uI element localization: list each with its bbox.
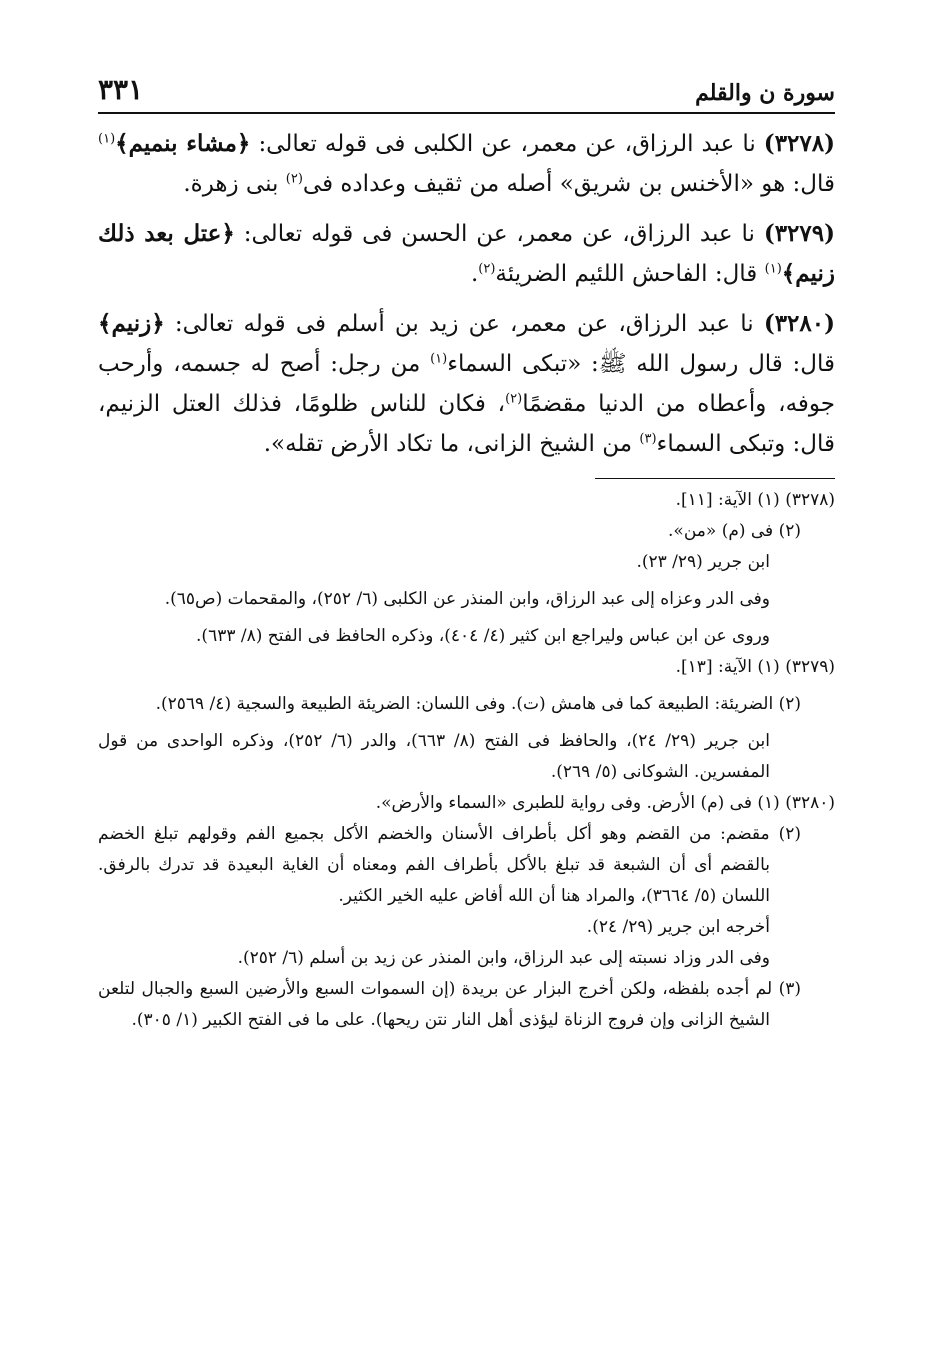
hadith-text: ، فكان للناس ظلومًا، فذلك العتل الزنيم، قال: وتبكى السماء	[98, 391, 835, 457]
page-number: ٣٣١	[98, 73, 144, 106]
footnote-3280-5: (٣) لم أجده بلفظه، ولكن أخرج البزار عن بريدة (إن السموات السبع والأرضين السبع والجبال لتلعن الشيخ الزانى وإن فروج الزناة ليؤذى أهل النار نتن ريحها). على ما فى الفتح الكبير (١/ ٣٠٥).	[98, 979, 801, 1030]
running-header	[98, 70, 835, 114]
footnote-ref: (٢)	[478, 261, 496, 277]
hadith-text: من الشيخ الزانى، ما تكاد الأرض تقله».	[263, 431, 633, 457]
footnote-3278-4: وفى الدر وعزاه إلى عبد الرزاق، وابن المنذر عن الكلبى (٦/ ٢٥٢)، والمقحمات (ص٦٥).	[164, 589, 770, 609]
hadith-3279	[98, 214, 835, 294]
hadith-text: من رجل: أصح له جسمه، وأرحب جوفه، وأعطاه من الدنيا مقضمًا	[98, 351, 835, 417]
footnote-3278-3: ابن جرير (٢٩/ ٢٣).	[636, 552, 770, 572]
hadith-number: (٣٢٨٠)	[763, 310, 836, 337]
footnote-separator	[595, 478, 835, 479]
hadith-3278	[98, 124, 835, 204]
footnote-ref: (١)	[98, 131, 116, 147]
footnote-3278-1: (٣٢٧٨) (١) الآية: [١١].	[675, 490, 835, 510]
footnote-ref: (٣)	[639, 431, 657, 447]
footnote-ref: (١)	[430, 351, 448, 367]
hadith-number: (٣٢٧٨)	[763, 130, 835, 157]
surah-title: سورة ن والقلم	[695, 80, 835, 106]
hadith-text: بنى زهرة.	[183, 171, 279, 197]
hadith-3280	[98, 304, 835, 464]
quran-verse: ﴿زنيم﴾	[98, 310, 165, 337]
footnote-3280-2: (٢) مقضم: من القضم وهو أكل بأطراف الأسنان والخضم الأكل بجميع الفم وقولهم تبلغ الخضم بالقضم أى أن الشبعة قد تبلغ بالأكل بأطراف الفم ومعناه أن الغاية البعيدة قد تدرك بالرفق. اللسان (٥/ ٣٦٦٤)، والمراد هنا أن الله أفاض عليه الخير الكثير.	[98, 824, 801, 906]
footnote-3280-4: وفى الدر وزاد نسبته إلى عبد الرزاق، وابن المنذر عن زيد بن أسلم (٦/ ٢٥٢).	[237, 948, 770, 968]
hadith-text: قال: الفاحش اللئيم الضريئة	[495, 261, 758, 287]
footnote-3279-1: (٣٢٧٩) (١) الآية: [١٣].	[675, 657, 835, 677]
footnote-3279-3: ابن جرير (٢٩/ ٢٤)، والحافظ فى الفتح (٨/ ٦٦٣)، والدر (٦/ ٢٥٢)، وذكره الواحدى من قول المفسرين. الشوكانى (٥/ ٢٦٩).	[98, 731, 770, 782]
quran-verse: ﴿مشاء بنميم﴾	[115, 130, 251, 157]
quran-verse: ﴿عتل بعد ذلك زنيم﴾	[98, 220, 835, 287]
hadith-text: قال: قال رسول الله ﷺ: «تبكى السماء	[447, 351, 835, 377]
footnote-ref: (٢)	[505, 391, 523, 407]
footnote-3280-1: (٣٢٨٠) (١) فى (م) الأرض. وفى رواية للطبرى «السماء والأرض».	[375, 793, 835, 813]
footnote-3278-5: وروى عن ابن عباس وليراجع ابن كثير (٤/ ٤٠٤)، وذكره الحافظ فى الفتح (٨/ ٦٣٣).	[196, 626, 770, 646]
footnote-3278-2: (٢) فى (م) «من».	[668, 521, 801, 541]
hadith-text: قال: هو «الأخنس بن شريق» أصله من ثقيف وعداده فى	[302, 171, 835, 197]
footnote-ref: (١)	[764, 261, 782, 277]
hadith-text: نا عبد الرزاق، عن معمر، عن الكلبى فى قوله تعالى:	[258, 131, 756, 157]
hadith-number: (٣٢٧٩)	[763, 220, 836, 247]
footnote-ref: (٢)	[285, 171, 303, 187]
footnotes	[98, 485, 835, 1036]
footnote-3280-3: أخرجه ابن جرير (٢٩/ ٢٤).	[586, 917, 770, 937]
hadith-text: نا عبد الرزاق، عن معمر، عن الحسن فى قوله تعالى:	[243, 221, 755, 247]
main-text	[98, 124, 835, 464]
footnote-3279-2: (٢) الضريئة: الطبيعة كما فى هامش (ت). وفى اللسان: الضريئة الطبيعة والسجية (٤/ ٢٥٦٩).	[155, 694, 801, 714]
hadith-text: .	[470, 261, 479, 287]
hadith-text: نا عبد الرزاق، عن معمر، عن زيد بن أسلم فى قوله تعالى:	[174, 311, 754, 337]
